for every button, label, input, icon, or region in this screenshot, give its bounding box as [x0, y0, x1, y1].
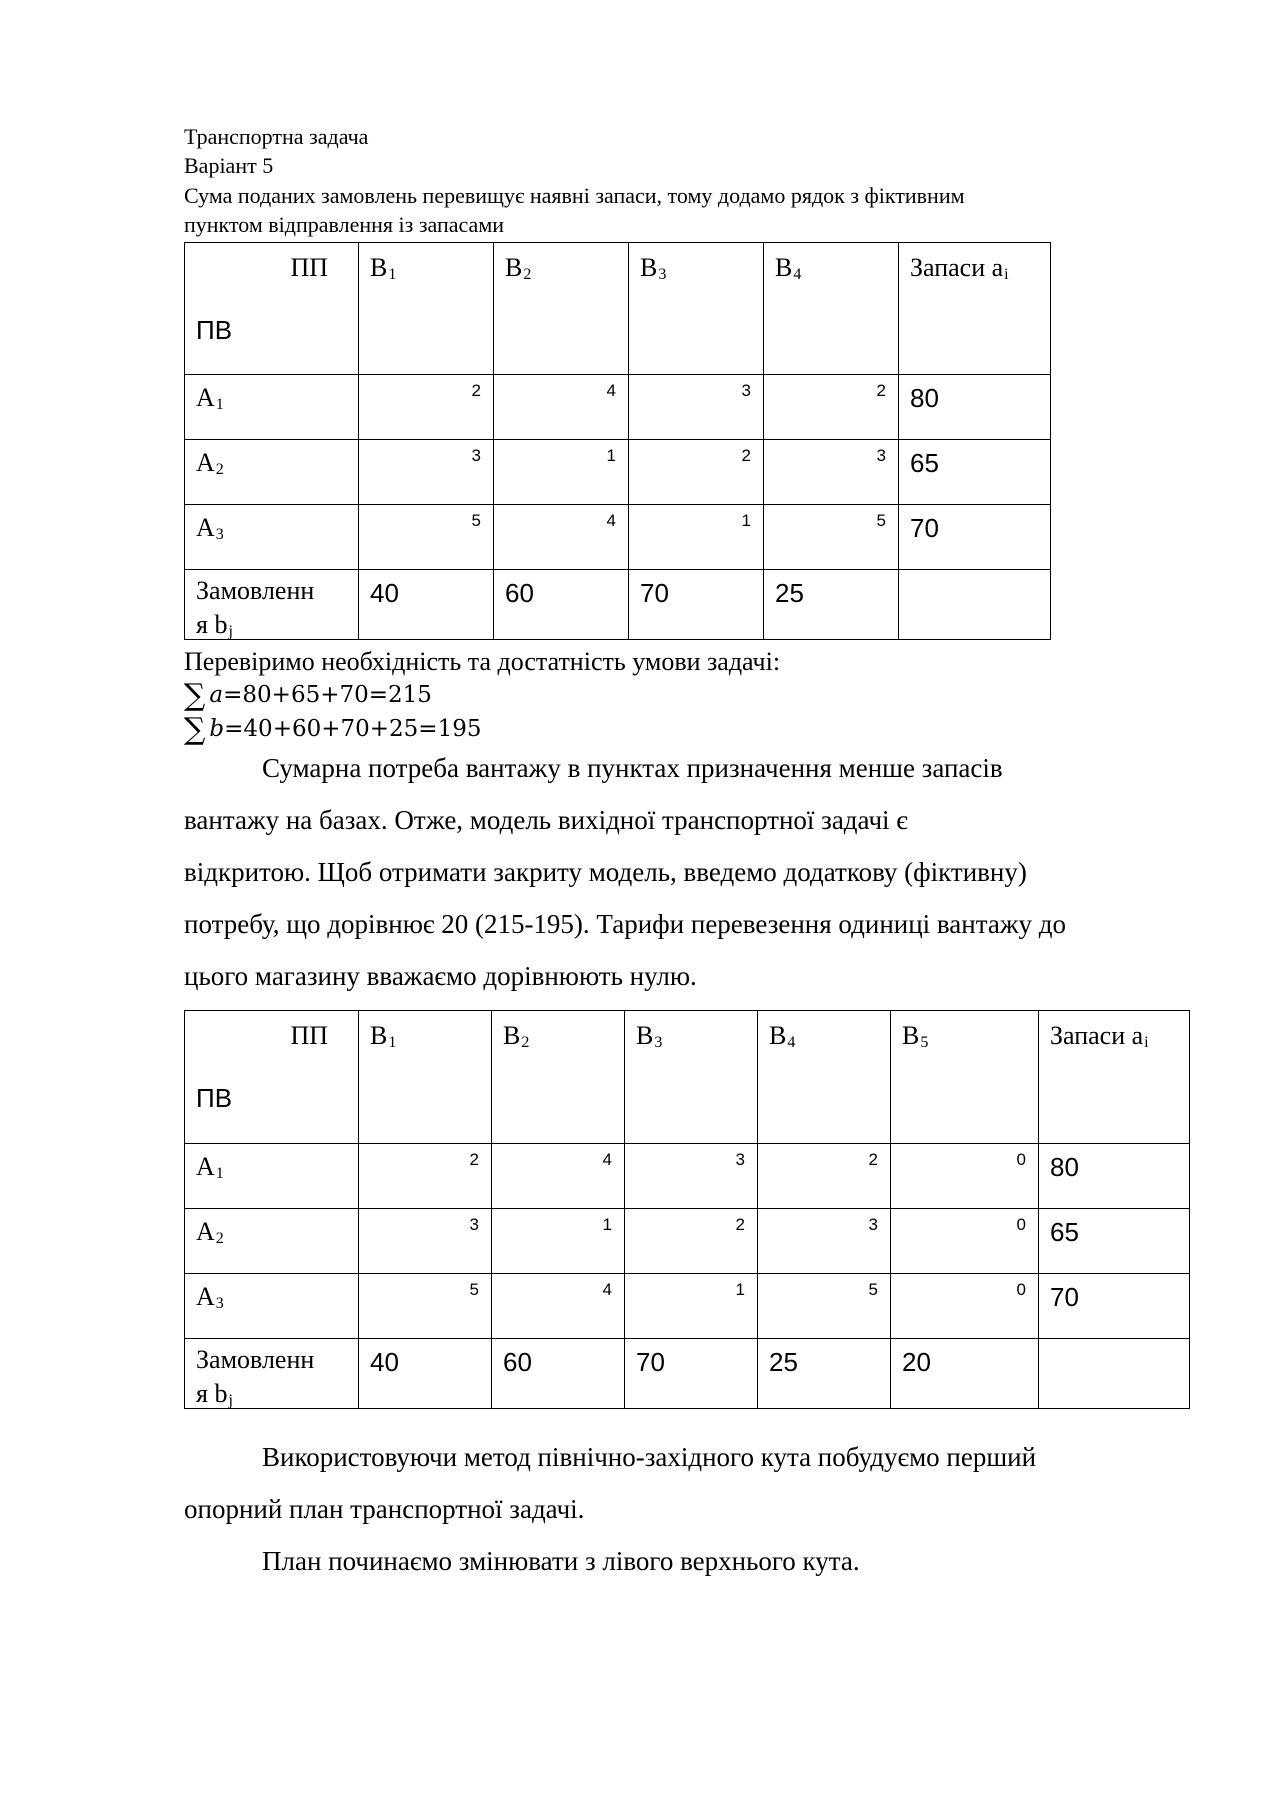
supply-cell: 80: [899, 375, 1051, 440]
demand-label: Замовленн я bj: [185, 570, 359, 640]
column-header-b4: B4: [764, 243, 899, 375]
row-label-a2: A2: [185, 440, 359, 505]
corner-bottom-label: ПВ: [196, 1083, 233, 1113]
intro-line-1: Сума поданих замовлень перевищує наявні запаси, тому додамо рядок з фіктивним: [184, 183, 965, 208]
corner-top-label: ПП: [290, 253, 328, 282]
cost-cell: 5: [359, 1274, 492, 1339]
column-header-supply: Запаси ai: [1039, 1011, 1190, 1144]
cost-cell: 3: [758, 1209, 891, 1274]
transport-table-balanced: [184, 1010, 1190, 1409]
cost-cell: 5: [764, 505, 899, 570]
cost-cell: 4: [494, 505, 629, 570]
demand-cell: 25: [758, 1339, 891, 1409]
cost-cell: 1: [494, 440, 629, 505]
demand-cell: 70: [625, 1339, 758, 1409]
demand-row: [185, 570, 1051, 640]
cost-cell: 0: [891, 1144, 1039, 1209]
cost-cell: 2: [758, 1144, 891, 1209]
cost-cell: 3: [629, 375, 764, 440]
demand-cell: 40: [359, 1339, 492, 1409]
cost-cell: 4: [492, 1274, 625, 1339]
cost-cell: 3: [359, 440, 494, 505]
column-header-supply: Запаси ai: [899, 243, 1051, 375]
cost-cell: 3: [359, 1209, 492, 1274]
variant-label: Варіант 5: [184, 153, 274, 178]
demand-cell: 20: [891, 1339, 1039, 1409]
cost-cell: 2: [625, 1209, 758, 1274]
column-header-b2: B2: [494, 243, 629, 375]
supply-cell: 70: [1039, 1274, 1190, 1339]
cost-cell: 3: [764, 440, 899, 505]
row-label-a1: A1: [185, 1144, 359, 1209]
row-label-a2: A2: [185, 1209, 359, 1274]
table-header-row: [185, 243, 1051, 375]
cost-cell: 1: [629, 505, 764, 570]
table-row: [185, 1144, 1190, 1209]
cost-cell: 5: [758, 1274, 891, 1339]
paragraph1-line: цього магазину вважаємо дорівнюють нулю.: [184, 961, 697, 991]
supply-cell: 65: [1039, 1209, 1190, 1274]
demand-label: Замовленн я bj: [185, 1339, 359, 1409]
table-row: [185, 375, 1051, 440]
table-row: [185, 440, 1051, 505]
table-row: [185, 1274, 1190, 1339]
column-header-b3: B3: [625, 1011, 758, 1144]
cost-cell: 0: [891, 1274, 1039, 1339]
empty-cell: [1039, 1339, 1190, 1409]
paragraph1-line: Сумарна потреба вантажу в пунктах призначення менше запасів: [262, 753, 1003, 783]
demand-cell: 60: [492, 1339, 625, 1409]
row-label-a1: A1: [185, 375, 359, 440]
cost-cell: 2: [764, 375, 899, 440]
formula-sum-b: ∑ b=40+60+70+25=195: [184, 712, 482, 747]
paragraph2-line: Використовуючи метод північно-західного кута побудуємо перший: [262, 1442, 1037, 1472]
corner-cell: [185, 243, 359, 375]
supply-cell: 65: [899, 440, 1051, 505]
paragraph1-line: відкритою. Щоб отримати закриту модель, введемо додаткову (фіктивну): [184, 857, 1027, 887]
corner-bottom-label: ПВ: [196, 315, 233, 345]
column-header-b4: B4: [758, 1011, 891, 1144]
paragraph2-line: опорний план транспортної задачі.: [184, 1494, 585, 1524]
demand-cell: 60: [494, 570, 629, 640]
cost-cell: 3: [625, 1144, 758, 1209]
cost-cell: 1: [492, 1209, 625, 1274]
paragraph1-line: вантажу на базах. Отже, модель вихідної транспортної задачі є: [184, 805, 908, 835]
intro-line-2: пунктом відправлення із запасами: [184, 212, 505, 237]
table-row: [185, 505, 1051, 570]
document-title: Транспортна задача: [184, 124, 369, 149]
column-header-b1: B1: [359, 243, 494, 375]
corner-cell: [185, 1011, 359, 1144]
supply-cell: 80: [1039, 1144, 1190, 1209]
demand-row: [185, 1339, 1190, 1409]
paragraph1-line: потребу, що дорівнює 20 (215-195). Тарифи перевезення одиниці вантажу до: [184, 909, 1066, 939]
formula-sum-a: ∑ a=80+65+70=215: [184, 678, 432, 713]
paragraph3: План починаємо змінювати з лівого верхнього кута.: [262, 1546, 860, 1576]
column-header-b2: B2: [492, 1011, 625, 1144]
table-header-row: [185, 1011, 1190, 1144]
demand-cell: 70: [629, 570, 764, 640]
column-header-b1: B1: [359, 1011, 492, 1144]
cost-cell: 2: [359, 375, 494, 440]
cost-cell: 2: [629, 440, 764, 505]
column-header-b5: B5: [891, 1011, 1039, 1144]
supply-cell: 70: [899, 505, 1051, 570]
corner-top-label: ПП: [290, 1021, 328, 1050]
row-label-a3: A3: [185, 505, 359, 570]
cost-cell: 2: [359, 1144, 492, 1209]
check-text: Перевіримо необхідність та достатність умови задачі:: [184, 647, 781, 676]
cost-cell: 4: [492, 1144, 625, 1209]
cost-cell: 0: [891, 1209, 1039, 1274]
cost-cell: 5: [359, 505, 494, 570]
empty-cell: [899, 570, 1051, 640]
cost-cell: 4: [494, 375, 629, 440]
column-header-b3: B3: [629, 243, 764, 375]
row-label-a3: A3: [185, 1274, 359, 1339]
demand-cell: 25: [764, 570, 899, 640]
transport-table-initial: [184, 242, 1051, 640]
table-row: [185, 1209, 1190, 1274]
cost-cell: 1: [625, 1274, 758, 1339]
demand-cell: 40: [359, 570, 494, 640]
